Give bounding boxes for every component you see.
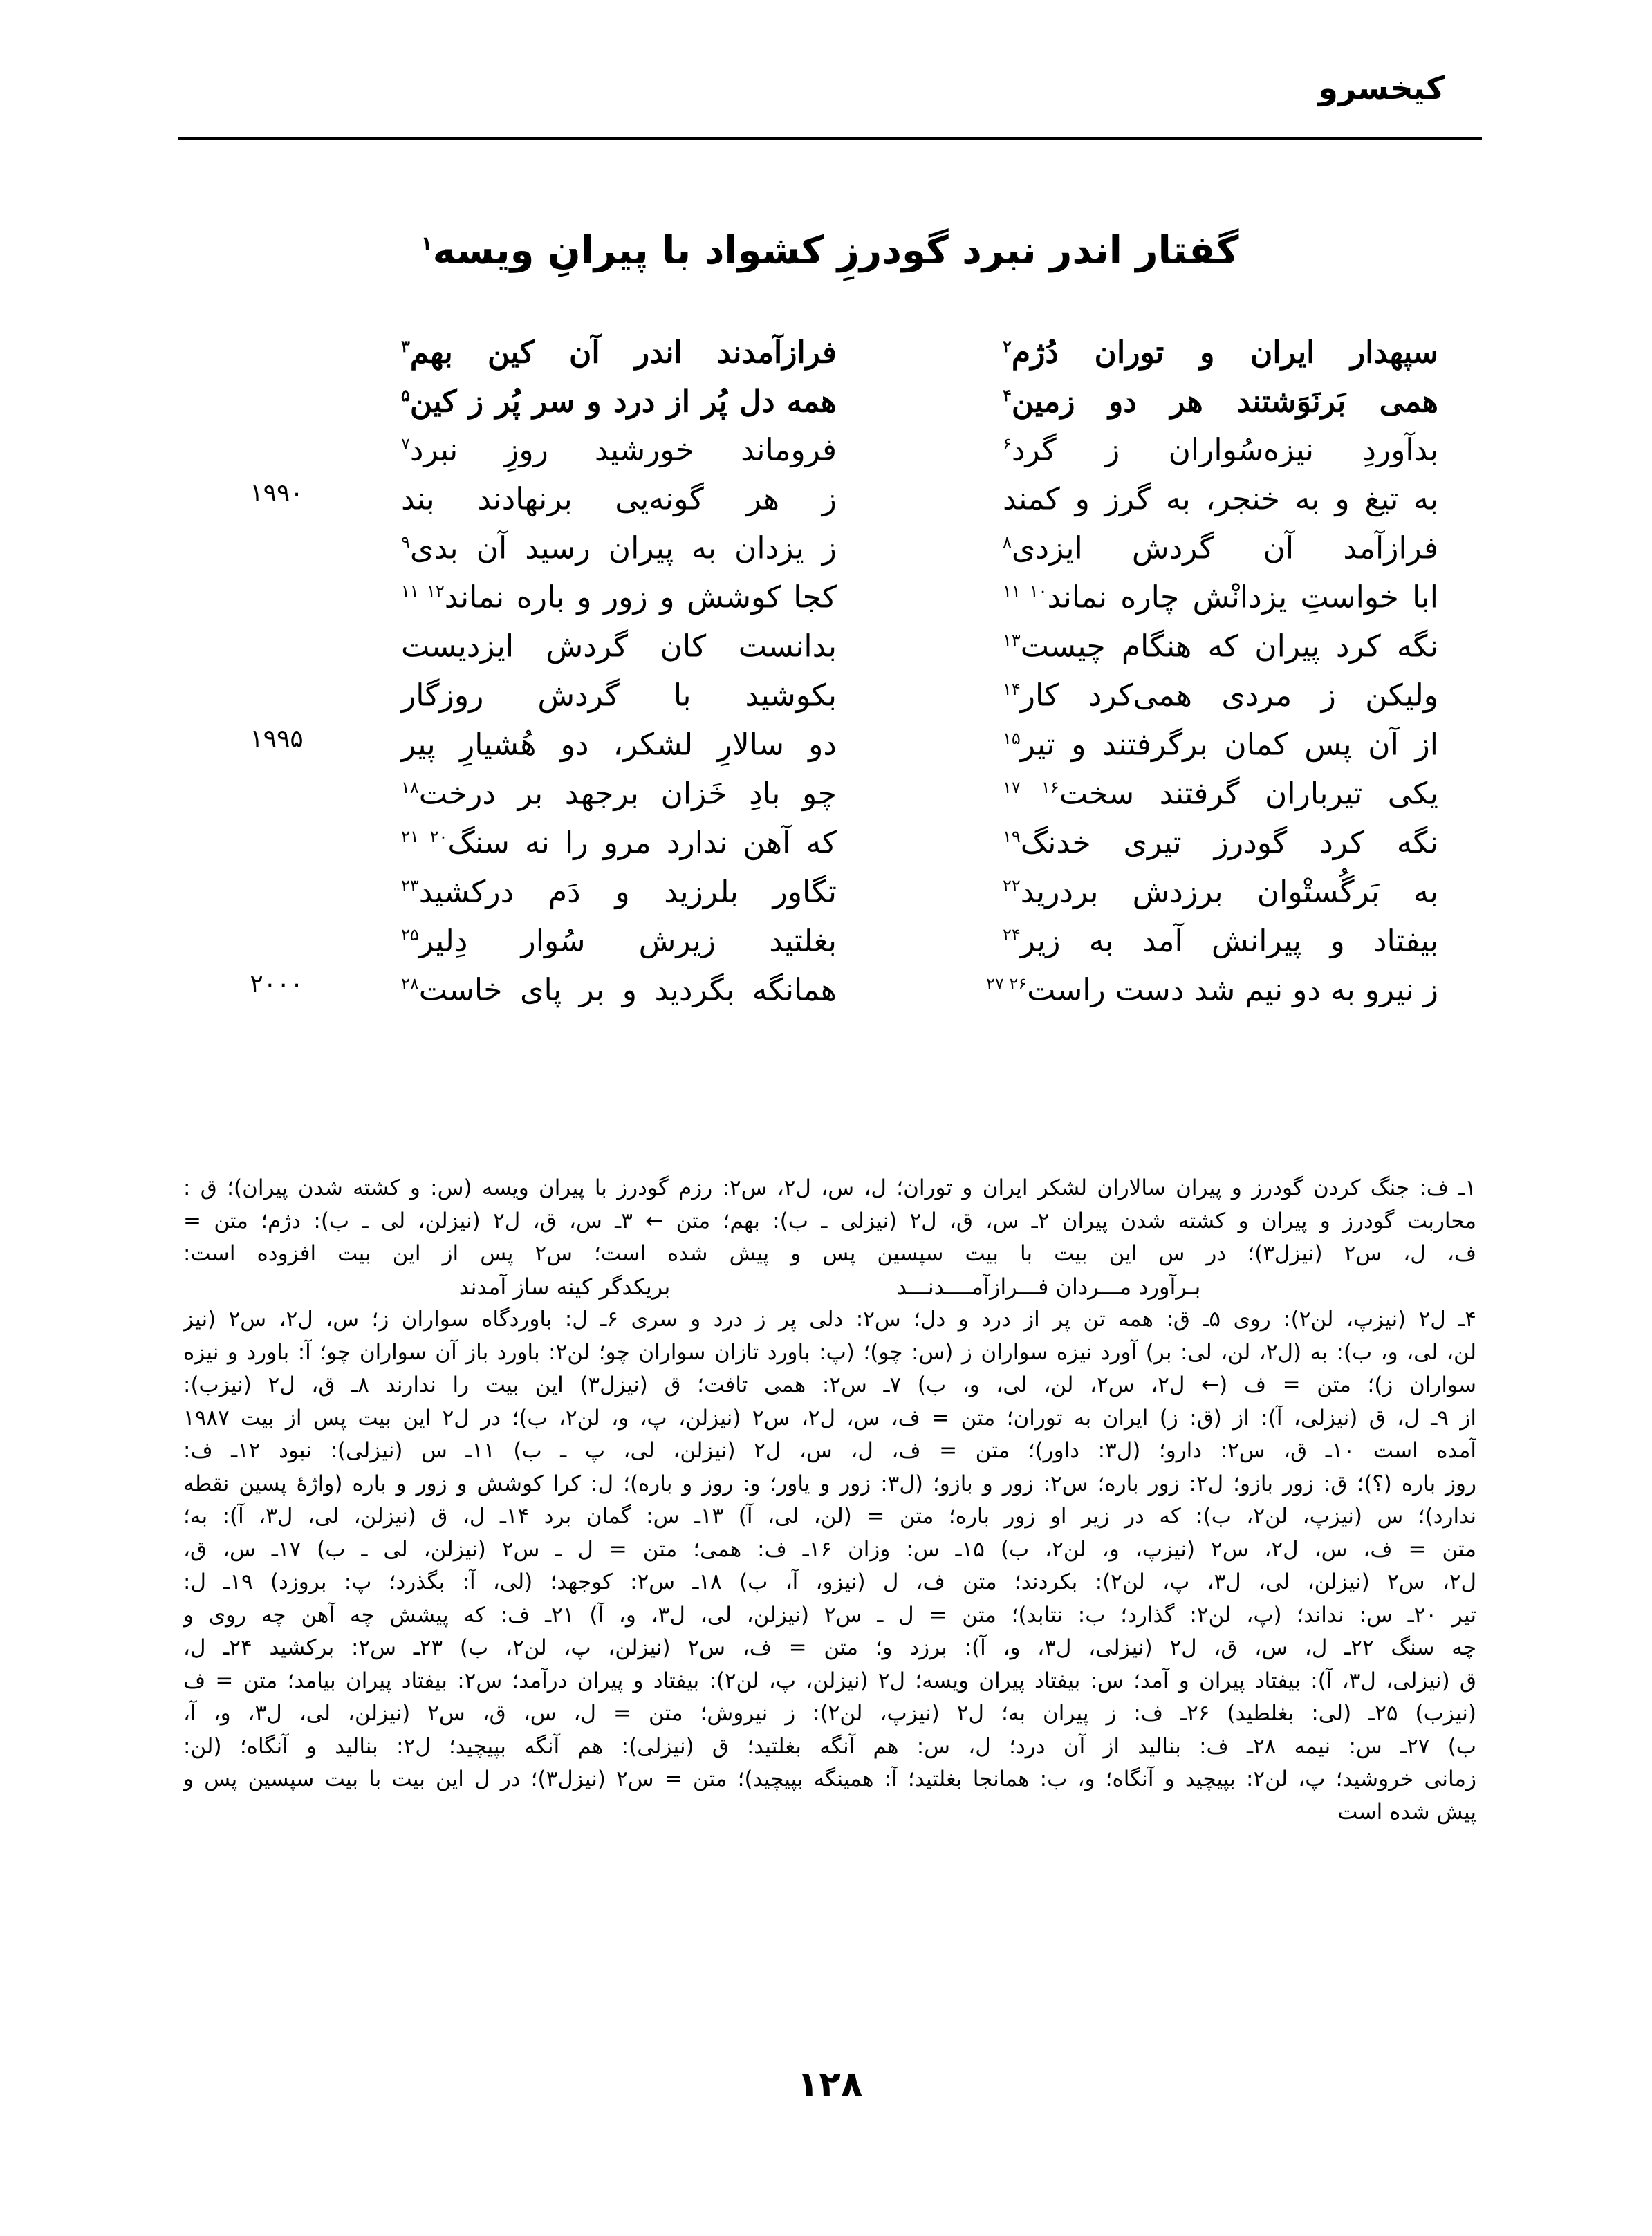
verse-couplet [263,567,1438,616]
footnote-ref: ۲ [1003,336,1012,356]
hemistich-text: کجا کوشش و زور و باره نماند [444,579,837,615]
footnote-line: ل۲، س۲ (نیزلن، لی، ل۳، پ، لن۲): بکردند؛ متن ف، ل (نیزو، آ، ب) ۱۸ـ س۲: کوجهد؛ (لی، آ: بگذرد؛ پ: بروزد) ۱۹ـ ل: [183,1569,1476,1594]
footnote-ref: ۱۰ ۱۱ [1003,581,1048,601]
footnote-ref: ۲۲ [1003,876,1021,895]
footnote-ref: ۱ [420,232,433,255]
verse-couplet [250,960,1438,1009]
hemistich-second [401,960,837,1009]
footnote-ref: ۸ [1003,532,1012,552]
hemistich-second [401,861,837,911]
footnote-line: ندارد)؛ س (نیزپ، لن۲، ب): که در زیر او زور باره؛ متن = (لن، لی، آ) ۱۳ـ س: گمان برد ۱۴ـ ل، ق (نیزلن، لی، ل۳، آ): به؛ [183,1504,1476,1529]
added-hemistich: بریکدگر کینه ساز آمدند [458,1273,671,1300]
hemistich-second [401,322,837,371]
footnote-ref: ۷ [401,434,410,454]
hemistich-text: به بَرگُستْوان برزدش بردرید [1020,874,1438,910]
footnote-line: (نیزب) ۲۵ـ (لی: بغلطید) ۲۶ـ ف: ز پیران به؛ ل۲ (نیزپ، لن۲): ز نیروش؛ متن = ل، س، ق، س۲ (نیزلن، لی، ل۳، و، آ، [183,1701,1476,1726]
hemistich-first [1003,911,1438,960]
hemistich-second [401,911,837,960]
verse-couplet [263,371,1438,420]
section-title-text: گفتار اندر نبرد گودرزِ کشواد با پیرانِ ویسه [432,228,1239,273]
footnote-line: ب) ۲۷ـ س: نیمه ۲۸ـ ف: بنالید از آن درد؛ ل، س: هم آنگه بغلتید؛ ق (نیزلی): هم آنگه بپیچید؛ ل۲: بنالید و آنگاه؛ (لن: [183,1733,1476,1759]
footnote-ref: ۱۳ [1003,631,1021,650]
footnote-ref: ۲۸ [401,974,419,994]
footnote-line: پیش شده است [1337,1799,1476,1825]
hemistich-second [401,714,837,763]
verse-number: ۲۰۰۰ [250,970,304,998]
hemistich-text: بغلتید زیرش سُوار دِلیر [418,923,837,959]
hemistich-first [1003,812,1438,861]
hemistich-first [1003,420,1438,469]
running-head: کیخسرو [1318,69,1445,106]
verse-couplet [263,616,1438,665]
footnote-ref: ۲۶ ۲۷ [985,974,1028,994]
footnote-ref: ۱۸ [401,778,419,797]
added-hemistich: بـرآورد مـــردان فـــرازآمــــدنـــد [896,1273,1201,1300]
verse-number: ۱۹۹۰ [250,479,304,507]
hemistich-text: ز یزدان به پیران رسید آن بدی [409,530,837,566]
hemistich-text: همانگه بگردید و بر پای خاست [418,972,837,1008]
hemistich-text: بیفتاد و پیرانش آمد به زیر [1020,923,1438,959]
verse-couplet [250,469,1438,518]
verse-couplet [263,812,1438,861]
footnote-ref: ۳ [401,336,410,356]
verse-couplet [250,714,1438,763]
verse-couplet [263,420,1438,469]
hemistich-text: فروماند خورشید روزِ نبرد [409,432,837,468]
hemistich-second [401,518,837,567]
footnote-ref: ۲۴ [1003,925,1021,944]
footnote-line: لن، لی، و، ب): به (ل۲، لن، لی: بر) آورد نیزه سواران ز (س: چو)؛ (پ: باورد تازان سواران چو؛ لن۲: باورد باز آن سواران چو؛ آ: باورد و نیزه [183,1339,1476,1365]
hemistich-second [401,420,837,469]
footnote-line: از ۹ـ ل، ق (نیزلی، آ): از (ق: ز) ایران به توران؛ متن = ف، س، ل۲، س۲ (نیزلن، پ، و، لن۲، ب)؛ در ل۲ این بیت پس از بیت ۱۹۸۷ [183,1405,1476,1431]
hemistich-first [1003,469,1438,518]
hemistich-first [985,960,1438,1009]
footnotes [183,1172,1476,1829]
hemistich-first [1003,665,1438,714]
hemistich-text: همی بَرنَوَشتند هر دو زمین [1011,384,1438,420]
hemistich-text: ولیکن ز مردی همی‌کرد کار [1020,678,1438,714]
hemistich-first [1003,714,1438,763]
hemistich-first [1003,322,1438,371]
footnote-ref: ۲۳ [401,876,419,895]
footnote-ref: ۵ [401,385,410,405]
hemistich-second [401,616,837,665]
footnote-line: متن = ف، س، ل۲، س۲ (نیزپ، و، لن۲، ب) ۱۵ـ س: وزان ۱۶ـ ف: همی؛ متن = ل ـ س۲ (نیزلن، لی ـ ب) ۱۷ـ س، ق، [183,1536,1476,1562]
footnote-added-verse [346,1271,1314,1304]
hemistich-second [401,665,837,714]
hemistich-first [1003,518,1438,567]
footnote-ref: ۶ [1003,434,1012,454]
footnote-line: سواران ز)؛ متن = ف (← ل۲، س۲، لن، لی، و، ب) ۷ـ س۲: همی تافت؛ ق (نیزل۳) این بیت را ندارند ۸ـ ق، ل۲ (نیزب): [183,1372,1476,1397]
footnote-ref: ۱۲ ۱۱ [401,581,445,601]
section-title [207,228,1452,273]
hemistich-second [401,371,837,420]
footnote-ref: ۱۴ [1003,680,1021,699]
hemistich-text: تگاور بلرزید و دَم درکشید [418,874,837,910]
footnote-line: ۴ـ ل۲ (نیزپ، لن۲): روی ۵ـ ق: همه تن پر از درد و دل؛ س۲: دلی پر ز درد و سری ۶ـ ل: باوردگاه سواران ز؛ س، ل۲، س۲ (نیز [183,1307,1476,1332]
hemistich-first [1003,567,1438,616]
footnote-line: محاربت گودرز و پیران و کشته شدن پیران ۲ـ س، ق، ل۲ (نیزلی ـ ب): بهم؛ متن ← ۳ـ س، ق، ل۲ (نیزلن، لی ـ ب): دژم؛ متن = [183,1208,1476,1233]
footnote-ref: ۱۶ ۱۷ [1003,778,1059,797]
hemistich-second [401,567,837,616]
hemistich-second [401,812,837,861]
poem-verses [250,322,1438,1009]
verse-number: ۱۹۹۵ [250,725,304,753]
hemistich-text: ز نیرو به دو نیم شد دست راست [1027,972,1438,1008]
footnote-ref: ۴ [1003,385,1012,405]
footnote-line: تیر ۲۰ـ س: نداند؛ (پ، لن۲: گذارد؛ ب: نتابد)؛ متن = ل ـ س۲ (نیزلن، لی، ل۳، و، آ) ۲۱ـ ف: که پیشش چه آهن چه روی و [183,1602,1476,1628]
footnote-line: ف، ل، س۲ (نیزل۳)؛ در س این بیت با بیت سپسین پس و پیش شده است؛ س۲ پس از این بیت افزوده است: [183,1241,1476,1266]
hemistich-text: ابا خواستِ یزدانْش چاره نماند [1047,579,1438,615]
page-number: ۱۲۸ [797,2064,863,2105]
hemistich-text: همه دل پُر از درد و سر پُر ز کین [409,384,837,420]
hemistich-second [401,763,837,812]
footnote-ref: ۲۵ [401,925,419,944]
hemistich-text: بکوشید با گردش روزگار [401,678,837,714]
hemistich-text: از آن پس کمان برگرفتند و تیر [1020,727,1438,763]
footnote-line: ق (نیزلی، ل۳، آ): بیفتاد پیران و آمد؛ س: بیفتاد پیران ویسه؛ ل۲ (نیزلن، پ، لن۲): بیفتاد و پیران درآمد؛ س۲: بیفتاد پیران بیامد؛ متن = ف [183,1668,1476,1693]
hemistich-text: به تیغ و به خنجر، به گرز و کمند [1003,481,1438,517]
hemistich-text: یکی تیرباران گرفتند سخت [1059,776,1438,812]
hemistich-first [1003,371,1438,420]
hemistich-text: فرازآمدند اندر آن کین بهم [409,335,837,371]
footnote-ref: ۹ [401,532,410,552]
verse-couplet [263,665,1438,714]
hemistich-text: نگه کرد پیران که هنگام چیست [1020,628,1438,664]
hemistich-text: نگه کرد گودرز تیری خدنگ [1020,825,1438,861]
hemistich-text: دو سالارِ لشکر، دو هُشیارِ پیر [401,727,837,763]
verse-couplet [263,763,1438,812]
footnote-line: آمده است ۱۰ـ ق، س۲: دارو؛ (ل۳: داور)؛ متن = ف، ل، س، ل۲ (نیزلن، لی، پ ـ ب) ۱۱ـ س (نیزلی): نبود ۱۲ـ ف: [183,1438,1476,1463]
footnote-line: روز باره (؟)؛ ق: زور بازو؛ ل۲: زور باره؛ س۲: زور و بازو؛ (ل۳: زور و یاور؛ و: روز و باره)؛ ل: کرا کوشش و زور و باره (واژهٔ پسین نقطه [183,1471,1476,1496]
footnote-ref: ۱۹ [1003,827,1021,846]
footnote-line: زمانی خروشید؛ پ، لن۲: بپیچید و آنگاه؛ و، ب: همانجا بغلتید؛ آ: همینگه بپیچید)؛ متن = س۲ (نیزل۳)؛ در ل این بیت با بیت سپسین پس و [183,1767,1476,1791]
verse-couplet [263,861,1438,911]
footnote-line: چه سنگ ۲۲ـ ل، س، ق، ل۲ (نیزلی، ل۳، و، آ): برزد و؛ متن = ف، س۲ (نیزلن، پ، لن۲، ب) ۲۳ـ س۲: برکشید ۲۴ـ ل، [183,1635,1476,1660]
footnote-ref: ۱۵ [1003,729,1021,748]
hemistich-text: که آهن ندارد مرو را نه سنگ [447,825,837,861]
hemistich-text: سپهدار ایران و توران دُژم [1011,335,1438,371]
hemistich-text: فرازآمد آن گردش ایزدی [1011,530,1438,566]
footnote-line: ۱ـ ف: جنگ کردن گودرز و پیران سالاران لشکر ایران و توران؛ ل، س، ل۲، س۲: رزم گودرز با پیران ویسه (س: و کشته شدن پیران)؛ ق : [183,1175,1476,1200]
verse-couplet [263,518,1438,567]
hemistich-first [1003,616,1438,665]
hemistich-first [1003,763,1438,812]
verse-couplet [263,322,1438,371]
verse-couplet [263,911,1438,960]
hemistich-second [401,469,837,518]
header-rule [178,137,1482,140]
hemistich-text: ز هر گونه‌یی برنهادند بند [401,481,837,517]
hemistich-text: چو بادِ خَزان برجهد بر درخت [418,776,837,812]
hemistich-text: بدانست کان گردش ایزدیست [401,628,837,664]
hemistich-first [1003,861,1438,911]
footnote-ref: ۲۰ ۲۱ [401,827,448,846]
hemistich-text: بدآوردِ نیزه‌سُواران ز گرد [1011,432,1438,468]
